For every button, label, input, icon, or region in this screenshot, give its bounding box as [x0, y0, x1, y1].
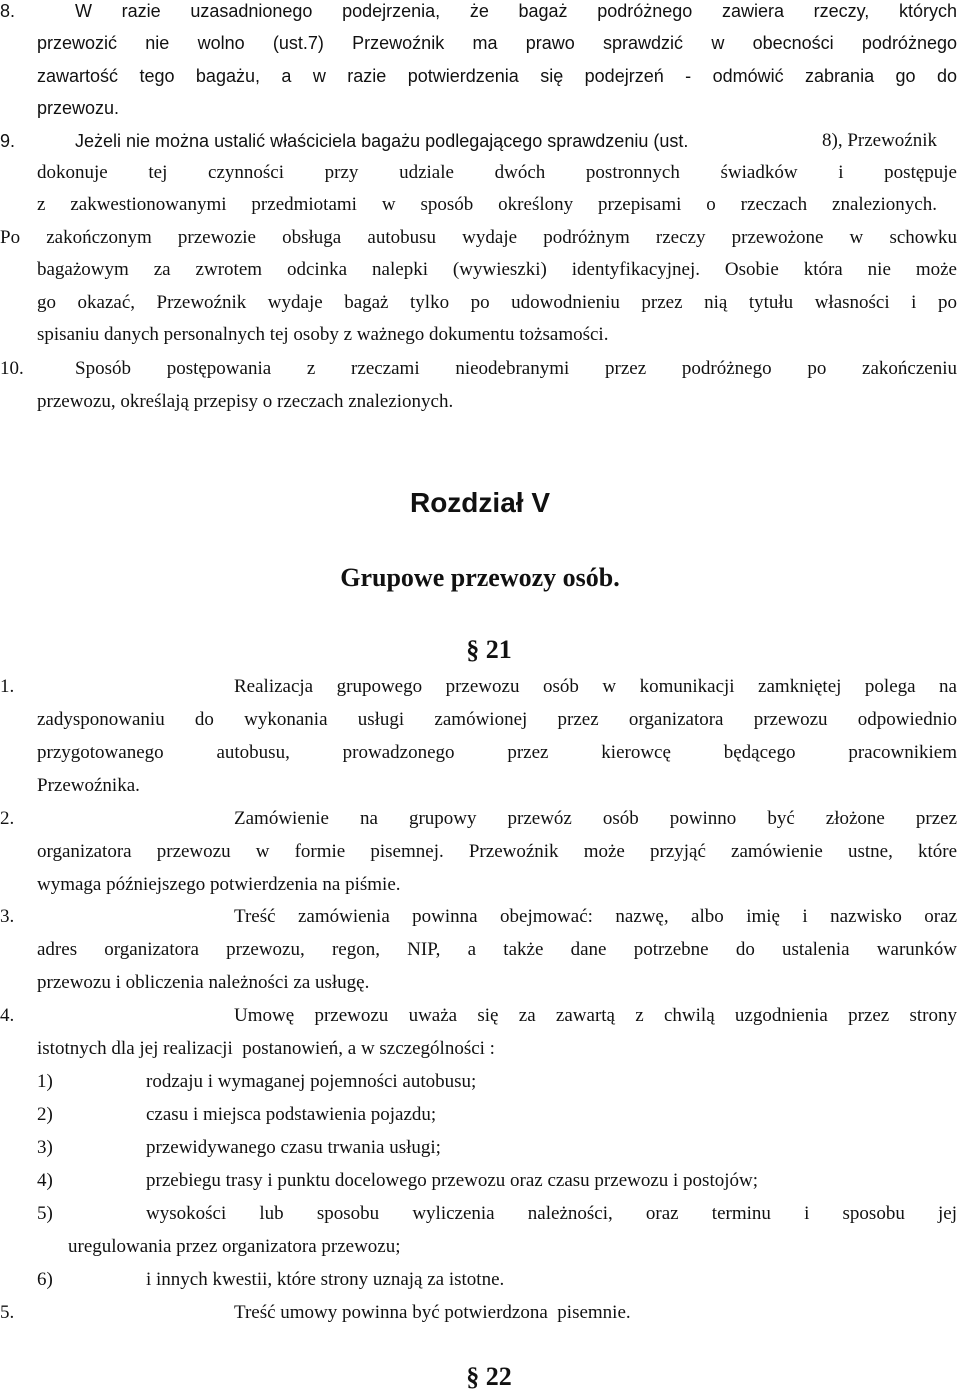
item-text: z zakwestionowanymi przedmiotami w sposób określony przepisami o rzeczach znalezionych. [37, 194, 937, 215]
sub-item-number: 5) [37, 1203, 53, 1224]
item-text: Realizacja grupowego przewozu osób w komunikacji zamkniętej polega na [234, 676, 957, 697]
paragraph-text: bagażowym za zwrotem odcinka nalepki (wywieszki) identyfikacyjnej. Osobie która nie może [37, 259, 957, 280]
item-number: 2. [0, 808, 15, 829]
item-number: 8. [0, 1, 16, 21]
item-text: Jeżeli nie można ustalić właściciela bagażu podlegającego sprawdzeniu (ust. [75, 131, 689, 151]
sub-item-number: 1) [37, 1071, 53, 1092]
item-text: przewozu i obliczenia należności za usługę. [37, 972, 370, 993]
sub-item-text: przebiegu trasy i punktu docelowego przewozu oraz czasu przewozu i postojów; [146, 1170, 759, 1191]
sub-item-text: czasu i miejsca podstawienia pojazdu; [146, 1104, 437, 1125]
sub-item-number: 2) [37, 1104, 53, 1125]
sub-item-2 [0, 1099, 960, 1131]
item-text: wymaga późniejszego potwierdzenia na piśmie. [37, 874, 401, 895]
item-number: 9. [0, 131, 16, 151]
sub-item-4 [0, 1165, 960, 1197]
sub-item-3 [0, 1132, 960, 1164]
sub-item-5 [0, 1198, 960, 1230]
section-heading: § 22 [466, 1362, 512, 1391]
item-text: 8), Przewoźnik [822, 130, 938, 151]
item-text: Treść umowy powinna być potwierdzona pisemnie. [234, 1302, 631, 1323]
sub-item-6 [0, 1264, 960, 1296]
item-number: 3. [0, 906, 15, 927]
item-text: Przewoźnika. [37, 775, 140, 796]
sub-item-number: 6) [37, 1269, 53, 1290]
item-number: 10. [0, 358, 24, 379]
list-item-10 [0, 353, 960, 385]
item-text: dokonuje tej czynności przy udziale dwóch postronnych świadków i postępuje [37, 162, 957, 183]
item-text: adres organizatora przewozu, regon, NIP, a także dane potrzebne do ustalenia warunków [37, 939, 957, 960]
item-text: zawartość tego bagażu, a w razie potwierdzenia się podejrzeń - odmówić zabrania go do [37, 66, 957, 86]
sub-item-number: 3) [37, 1137, 53, 1158]
list-item-2 [0, 803, 960, 835]
paragraph-text: spisaniu danych personalnych tej osoby z ważnego dokumentu tożsamości. [37, 324, 609, 345]
sub-item-text: przewidywanego czasu trwania usługi; [146, 1137, 441, 1158]
item-text: Treść zamówienia powinna obejmować: nazwę, albo imię i nazwisko oraz [234, 906, 957, 927]
item-text: Umowę przewozu uważa się za zawartą z chwilą uzgodnienia przez strony [234, 1005, 957, 1026]
sub-item-text: uregulowania przez organizatora przewozu; [68, 1236, 401, 1257]
item-text: Zamówienie na grupowy przewóz osób powinno być złożone przez [234, 808, 957, 829]
item-number: 5. [0, 1302, 15, 1323]
item-text: przygotowanego autobusu, prowadzonego przez kierowcę będącego pracownikiem [37, 742, 957, 763]
list-item-1 [0, 671, 960, 703]
chapter-subtitle: Grupowe przewozy osób. [340, 563, 620, 592]
item-text: W razie uzasadnionego podejrzenia, że bagaż podróżnego zawiera rzeczy, których [75, 1, 957, 21]
sub-item-text: i innych kwestii, które strony uznają za istotne. [146, 1269, 505, 1290]
item-text: przewozić nie wolno (ust.7) Przewoźnik ma prawo sprawdzić w obecności podróżnego [37, 33, 957, 53]
paragraph-text: go okazać, Przewoźnik wydaje bagaż tylko po udowodnieniu przez nią tytułu własności i po [37, 292, 957, 313]
section-heading: § 21 [466, 635, 512, 664]
item-text: przewozu, określają przepisy o rzeczach znalezionych. [37, 391, 454, 412]
item-text: istotnych dla jej realizacji postanowień, a w szczególności : [37, 1038, 495, 1059]
sub-item-1 [0, 1066, 960, 1098]
sub-item-number: 4) [37, 1170, 53, 1191]
item-text: Sposób postępowania z rzeczami nieodebranymi przez podróżnego po zakończeniu [75, 358, 957, 379]
chapter-title: Rozdział V [409, 487, 550, 518]
list-item-5 [0, 1297, 960, 1329]
item-text: organizatora przewozu w formie pisemnej. Przewoźnik może przyjąć zamówienie ustne, które [37, 841, 957, 862]
list-item-4 [0, 1000, 960, 1032]
list-item-3 [0, 901, 960, 933]
item-text: przewozu. [37, 98, 120, 118]
item-number: 1. [0, 676, 15, 697]
list-item-9 [0, 125, 960, 157]
list-item-8 [0, 0, 960, 27]
sub-item-text: rodzaju i wymaganej pojemności autobusu; [146, 1071, 477, 1092]
paragraph-text: Po zakończonym przewozie obsługa autobusu wydaje podróżnym rzeczy przewożone w schowku [0, 227, 957, 248]
item-number: 4. [0, 1005, 15, 1026]
item-text: zadysponowaniu do wykonania usługi zamówionej przez organizatora przewozu odpowiednio [37, 709, 957, 730]
sub-item-text: wysokości lub sposobu wyliczenia należności, oraz terminu i sposobu jej [146, 1203, 957, 1224]
